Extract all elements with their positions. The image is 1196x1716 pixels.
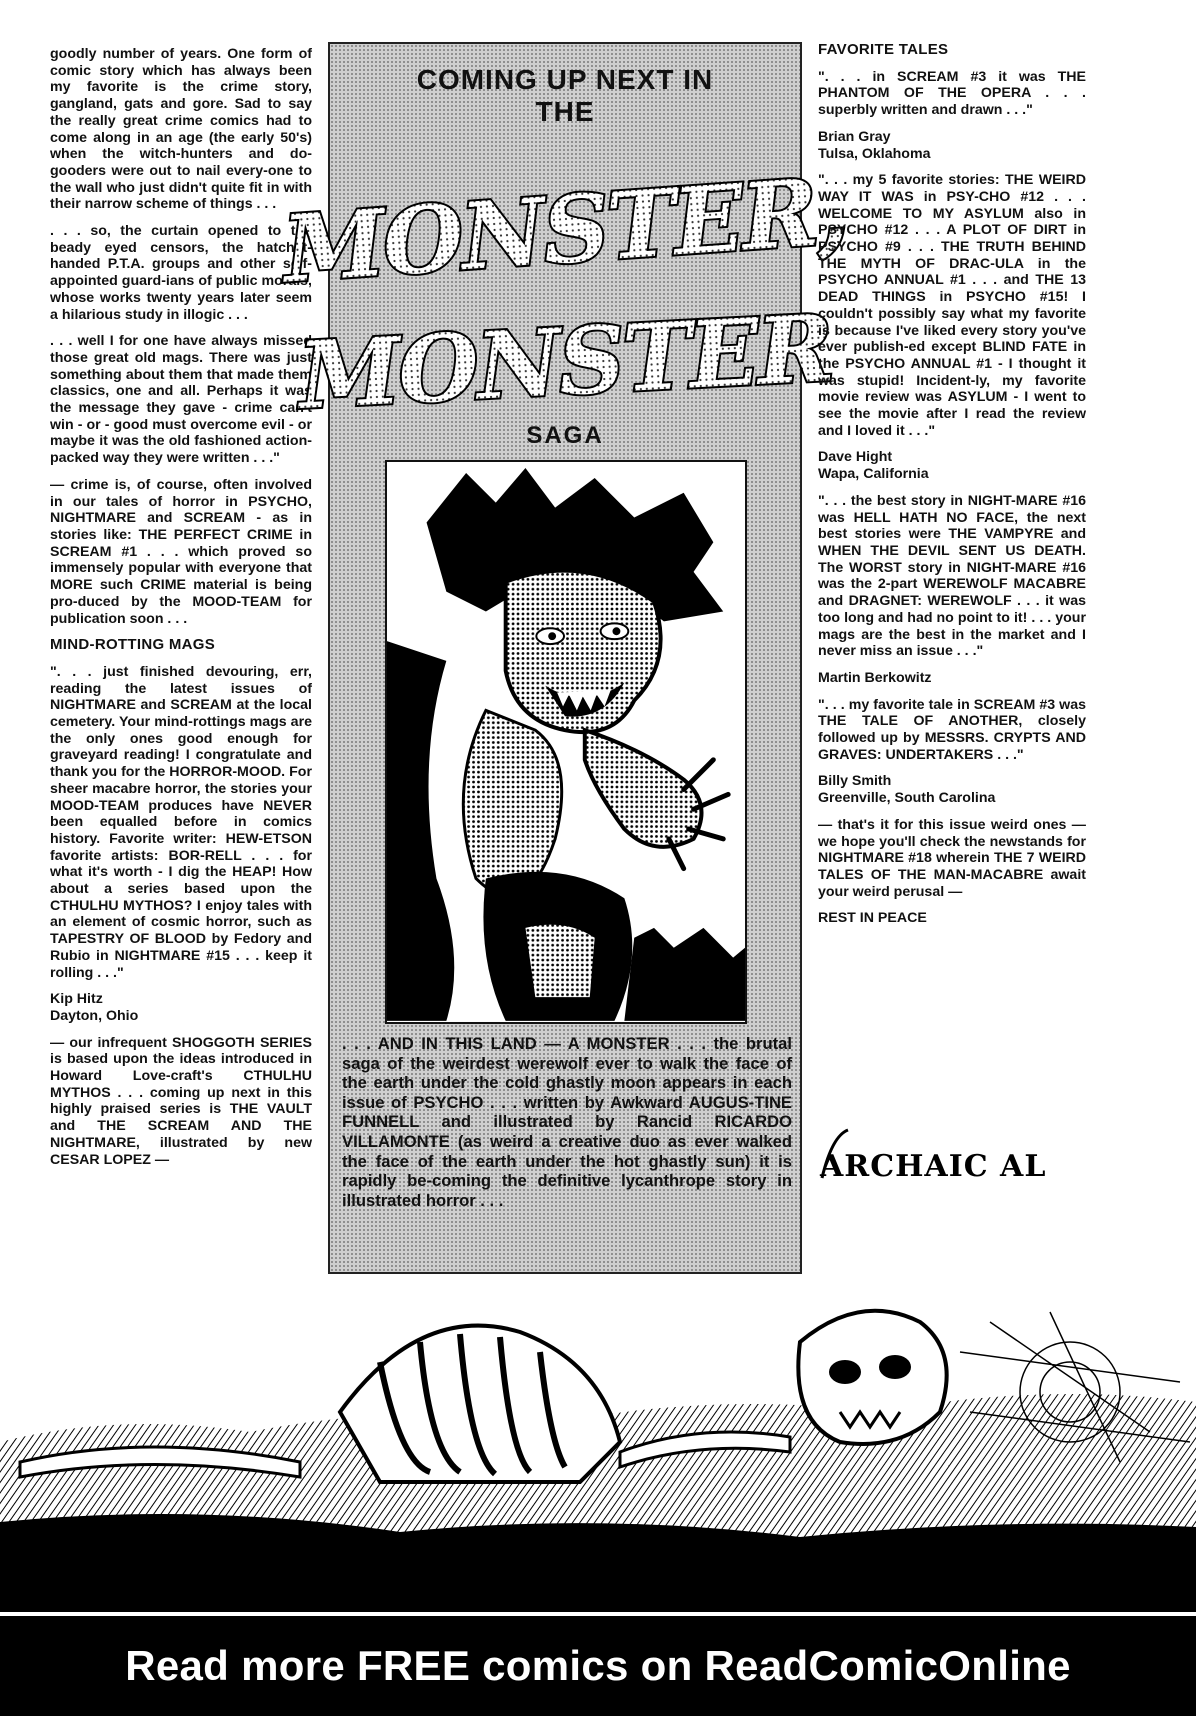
- signature-brian-gray: Brian Gray Tulsa, Oklahoma: [818, 128, 931, 162]
- letter-brian-gray: ". . . in SCREAM #3 it was THE PHANTOM OF THE OPERA . . . superbly written and drawn . . .": [818, 68, 1086, 119]
- saga-caption: . . . AND IN THIS LAND — A MONSTER . . . the brutal saga of the weirdest werewolf ever to walk the face of the earth under the cold ghastly moon appears in each issue of PSYCHO . . . written by Awkward AUGUS-TINE FUNNELL and illustrated by Rancid RICARDO VILLAMONTE (as weird a creative duo as ever walked the face of the earth under the hot ghastly sun) it is rapidly be-coming the definitive lycanthrope story in illustrated horror . . .: [342, 1034, 792, 1210]
- letter-kip-hitz: ". . . just finished devouring, err, reading the latest issues of NIGHTMARE and SCREAM at the local cemetery. Your mind-rottings mags are the only ones good enough for graveyard reading! I congratulate and thank you for the HORROR-MOOD. For sheer macabre horror, the stories your MOOD-TEAM produces have NEVER been equalled before in comics history. Favorite writer: HEW-ETSON favorite artists: BOR-RELL . . . for what it's worth - I dig the HEAP! How about a series based upon the CTHULHU MYTHOS? I enjoy tales with an element of cosmic horror, such as TAPESTRY OF BLOOD by Fedory and Rubio in NIGHTMARE #15 . . . keep it rolling . . .": [50, 663, 312, 981]
- editor-reply-crime: — crime is, of course, often involved in our tales of horror in PSYCHO, NIGHTMARE and SCREAM - as in stories like: THE PERFECT CRIME in SCREAM #1 . . . which proved so immensely popular with everyone that MORE such CRIME material is being pro-duced by the MOOD-TEAM for publication soon . . .: [50, 476, 312, 627]
- signature-billy-smith: Billy Smith Greenville, South Carolina: [818, 773, 996, 807]
- signature-dave-hight: Dave Hight Wapa, California: [818, 449, 929, 483]
- section-heading-mind-rotting-mags: MIND-ROTTING MAGS: [50, 636, 216, 654]
- werewolf-illustration: [385, 460, 747, 1024]
- signature-martin-berkowitz: Martin Berkowitz: [818, 669, 932, 686]
- signature-kip-hitz: Kip Hitz Dayton, Ohio: [50, 991, 139, 1024]
- editor-closing-reply: — that's it for this issue weird ones — we hope you'll check the newstands for NIGHTMARE #18 wherein THE 7 WEIRD TALES OF THE MAN-MACABRE await your weird perusal —: [818, 816, 1086, 900]
- letter-martin-berkowitz: ". . . the best story in NIGHT-MARE #16 was HELL HATH NO FACE, the next best stories were THE VAMPYRE and WHEN THE DEVIL SENT US DEATH. The WORST story in NIGHT-MARE #16 was the 2-part WEREWOLF MACABRE and DRAGNET: WEREWOLF . . . it was too long and had no point to it! . . . your mags are the best in the market and I never miss an issue . . .": [818, 492, 1086, 660]
- monster-monster-title-logo: [279, 144, 850, 430]
- archaic-al-signoff-logo: [818, 1126, 1058, 1194]
- coming-up-next-panel: [279, 42, 850, 1274]
- intro-paragraph-2: . . . so, the curtain opened to the beady eyed censors, the hatchet-handed P.T.A. groups and other self-appointed guard-ians of public morals, whose works twenty years later seem a hilarious study in illogic . . .: [50, 223, 312, 323]
- rest-in-peace-line: REST IN PEACE: [818, 910, 927, 927]
- right-letters-column: [818, 42, 1086, 937]
- archaic-al-text: ARCHAIC AL: [820, 1149, 1047, 1184]
- skeleton-graveyard-illustration: [0, 1262, 1196, 1612]
- editor-reply-shoggoth: — our infrequent SHOGGOTH SERIES is based upon the ideas introduced in Howard Love-craft's CTHULHU MYTHOS . . . coming up next in this highly praised series is THE VAULT and THE SCREAM AND THE NIGHTMARE, illustrated by new CESAR LOPEZ —: [50, 1034, 312, 1168]
- left-letters-column: [50, 46, 312, 1178]
- intro-paragraph-1: goodly number of years. One form of comic story which has always been my favorite is the crime story, gangland, gats and gore. Sad to say the really great crime comics had to come along in an age (the early 50's) when the witch-hunters and do-gooders were out to nail every-one to the wall who just didn't quite fit in with their narrow scheme of things . . .: [50, 46, 312, 213]
- coming-up-heading: COMING UP NEXT IN THE: [416, 64, 714, 127]
- footer-promo-text: Read more FREE comics on ReadComicOnline: [125, 1642, 1071, 1689]
- title-word-2: MONSTER: [296, 294, 835, 430]
- saga-label: SAGA: [526, 422, 604, 449]
- section-heading-favorite-tales: FAVORITE TALES: [818, 41, 949, 58]
- title-word-1: MONSTER,: [279, 156, 850, 304]
- letter-dave-hight: ". . . my 5 favorite stories: THE WEIRD WAY IT WAS in PSY-CHO #12 . . . WELCOME TO MY ASYLUM also in PSYCHO #12 . . . A PLOT OF DIRT in PSYCHO #9 . . . THE TRUTH BEHIND THE MYTH OF DRAC-ULA in the PSYCHO ANNUAL #1 . . . and THE 13 DEAD THINGS in PSYCHO #15! I couldn't possibly say what my favorite is because I've liked every story you've ever publish-ed except BLIND FATE in the PSYCHO ANNUAL #1 - I thought it was stupid! Incident-ly, my favorite movie review was ASYLUM - I went to see the movie after I read the review and I loved it . . .": [818, 172, 1086, 439]
- footer-banner: [0, 1616, 1196, 1716]
- intro-paragraph-3: . . . well I for one have always missed those great old mags. There was just something about them that made them classics, one and all. Perhaps it was the message they gave - crime can't win - or - good must overcome evil - or maybe it was the old fashioned action-packed way they were written . . .": [50, 333, 312, 467]
- letter-billy-smith: ". . . my favorite tale in SCREAM #3 was THE TALE OF ANOTHER, closely followed up by MESSRS. CRYPTS AND GRAVES: UNDERTAKERS . . .": [818, 696, 1086, 763]
